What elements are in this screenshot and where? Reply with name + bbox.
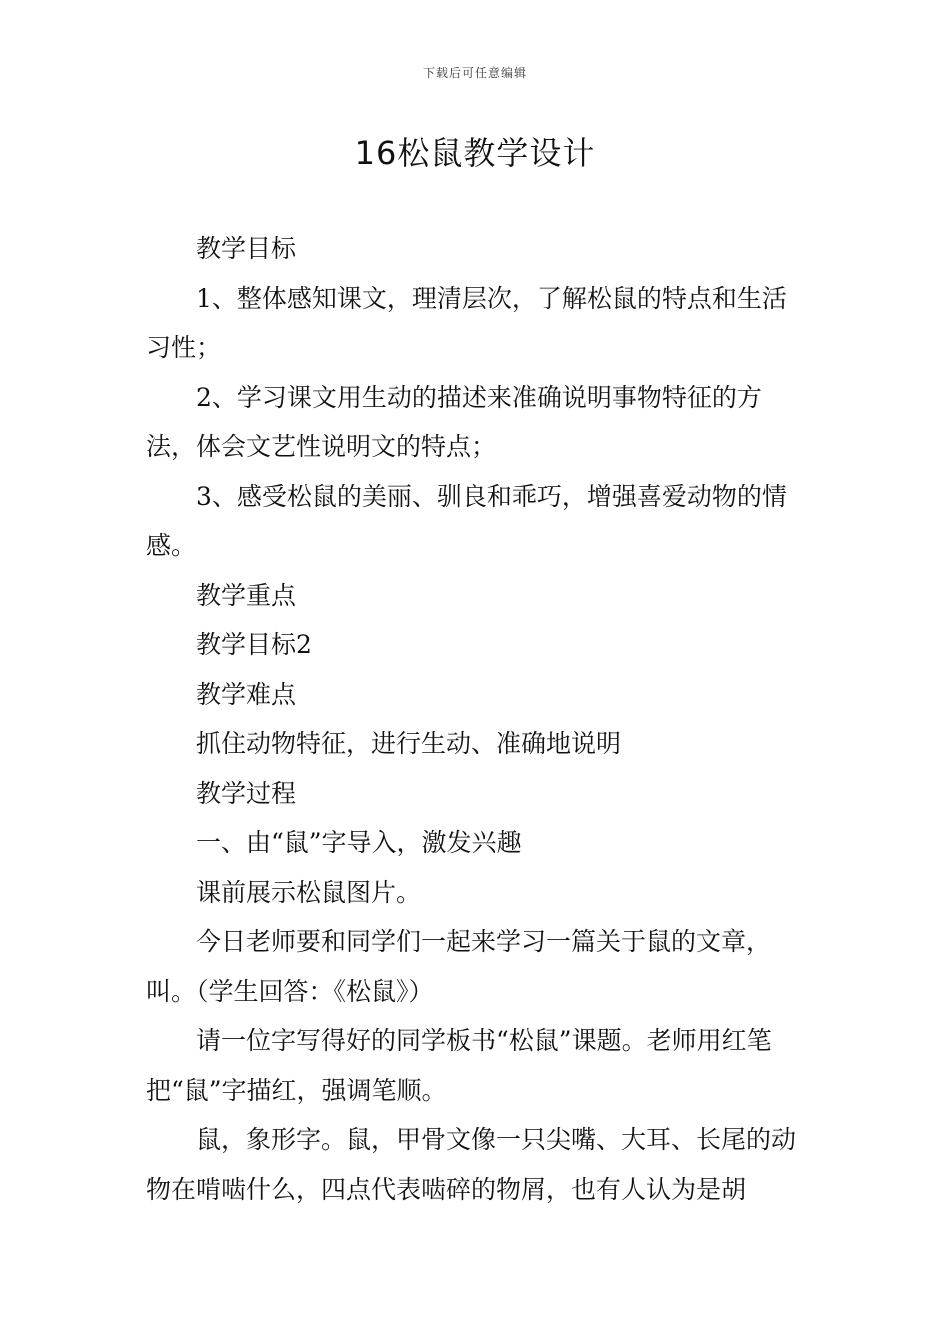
document-body <box>146 224 810 1214</box>
objective-item-3: 3、感受松鼠的美丽、驯良和乖巧，增强喜爱动物的情感。 <box>146 481 787 560</box>
body-paragraph: 请一位字写得好的同学板书“松鼠”课题。老师用红笔把“鼠”字描红，强调笔顺。 <box>146 1026 772 1105</box>
body-paragraph: 今日老师要和同学们一起来学习一篇关于鼠的文章，叫。（学生回答：《松鼠》） <box>146 927 772 1006</box>
body-paragraph: 鼠，象形字。鼠，甲骨文像一只尖嘴、大耳、长尾的动物在啃啮什么，四点代表啮碎的物屑，也有人认为是胡 <box>146 1125 797 1204</box>
header-note: 下载后可任意编辑 <box>422 66 527 80</box>
section-heading-difficulties: 教学难点 <box>196 679 297 709</box>
process-step-heading-1: 一、由“鼠”字导入，激发兴趣 <box>196 828 522 857</box>
section-heading-process: 教学过程 <box>196 778 297 808</box>
difficulties-text: 抓住动物特征，进行生动、准确地说明 <box>196 729 622 758</box>
objective-item-1: 1、整体感知课文，理清层次，了解松鼠的特点和生活习性； <box>146 283 787 362</box>
document-title: 16松鼠教学设计 <box>354 134 596 172</box>
key-points-text: 教学目标2 <box>196 630 312 659</box>
section-heading-key-points: 教学重点 <box>196 580 297 610</box>
objective-item-2: 2、学习课文用生动的描述来准确说明事物特征的方法，体会文艺性说明文的特点； <box>146 382 762 461</box>
section-heading-objectives: 教学目标 <box>196 234 297 263</box>
body-paragraph: 课前展示松鼠图片。 <box>196 877 422 907</box>
